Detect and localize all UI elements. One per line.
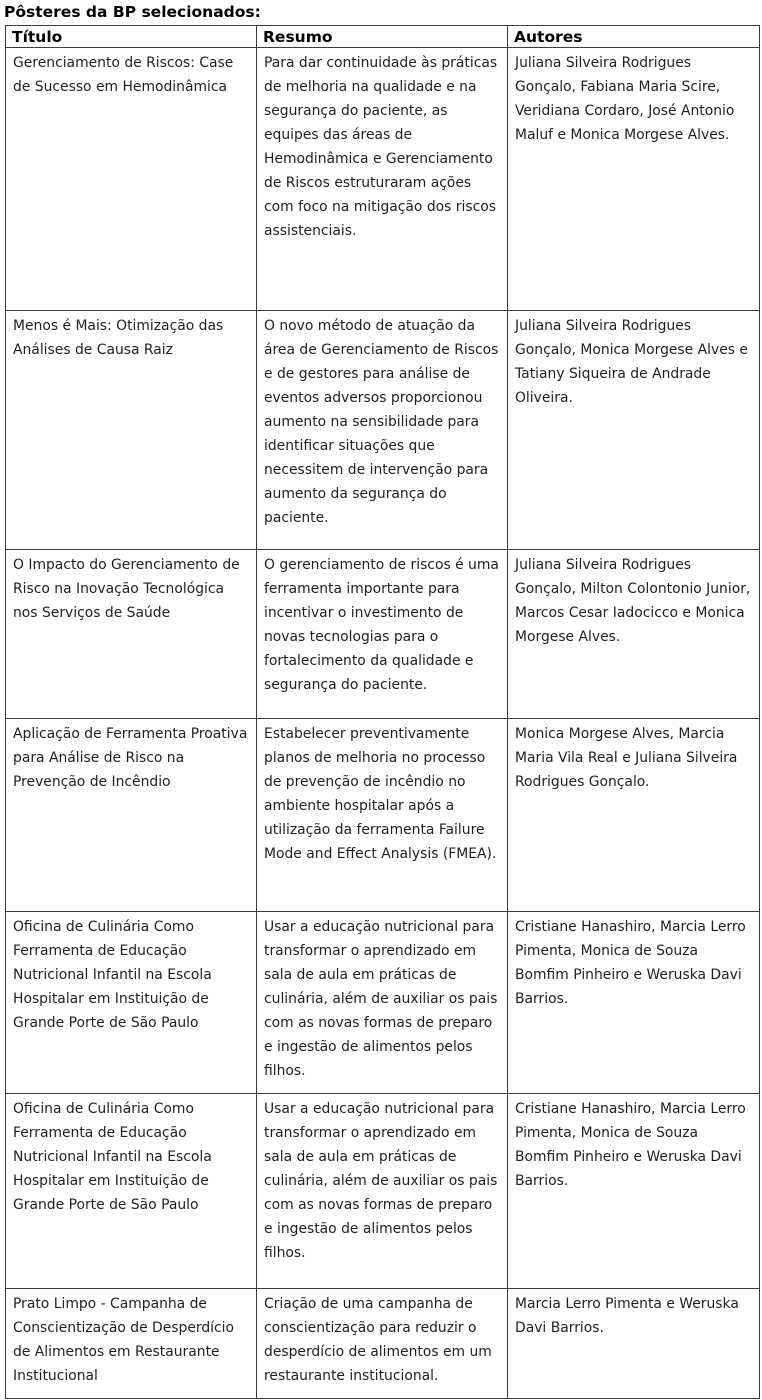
cell-summary: Usar a educação nutricional para transformar o aprendizado em sala de aula em práticas de culinária, além de auxiliar os pais com as novas formas de preparo e ingestão de alimentos pelos filhos. xyxy=(257,1094,508,1289)
table-row xyxy=(6,1094,760,1289)
cell-summary: Criação de uma campanha de conscientização para reduzir o desperdício de alimentos em um restaurante institucional. xyxy=(257,1289,508,1399)
cell-title: O Impacto do Gerenciamento de Risco na Inovação Tecnológica nos Serviços de Saúde xyxy=(6,550,257,719)
cell-authors: Marcia Lerro Pimenta e Weruska Davi Barrios. xyxy=(508,1289,760,1399)
cell-authors: Cristiane Hanashiro, Marcia Lerro Pimenta, Monica de Souza Bomfim Pinheiro e Weruska Davi Barrios. xyxy=(508,912,760,1094)
table-row xyxy=(6,719,760,912)
cell-summary: Estabelecer preventivamente planos de melhoria no processo de prevenção de incêndio no ambiente hospitalar após a utilização da ferramenta Failure Mode and Effect Analysis (FMEA). xyxy=(257,719,508,912)
table-header-row xyxy=(6,26,760,48)
posters-table xyxy=(5,25,760,1399)
cell-authors: Monica Morgese Alves, Marcia Maria Vila Real e Juliana Silveira Rodrigues Gonçalo. xyxy=(508,719,760,912)
column-header-authors: Autores xyxy=(508,26,760,48)
cell-authors: Cristiane Hanashiro, Marcia Lerro Pimenta, Monica de Souza Bomfim Pinheiro e Weruska Davi Barrios. xyxy=(508,1094,760,1289)
table-row xyxy=(6,311,760,550)
table-row xyxy=(6,550,760,719)
cell-authors: Juliana Silveira Rodrigues Gonçalo, Fabiana Maria Scire, Veridiana Cordaro, José Antonio Maluf e Monica Morgese Alves. xyxy=(508,48,760,311)
cell-title: Gerenciamento de Riscos: Case de Sucesso em Hemodinâmica xyxy=(6,48,257,311)
cell-authors: Juliana Silveira Rodrigues Gonçalo, Milton Colontonio Junior, Marcos Cesar Iadocicco e Monica Morgese Alves. xyxy=(508,550,760,719)
cell-title: Oficina de Culinária Como Ferramenta de Educação Nutricional Infantil na Escola Hospitalar em Instituição de Grande Porte de São Paulo xyxy=(6,1094,257,1289)
cell-title: Aplicação de Ferramenta Proativa para Análise de Risco na Prevenção de Incêndio xyxy=(6,719,257,912)
column-header-title: Título xyxy=(6,26,257,48)
cell-title: Oficina de Culinária Como Ferramenta de Educação Nutricional Infantil na Escola Hospitalar em Instituição de Grande Porte de São Paulo xyxy=(6,912,257,1094)
table-row xyxy=(6,1289,760,1399)
cell-summary: O novo método de atuação da área de Gerenciamento de Riscos e de gestores para análise de eventos adversos proporcionou aumento na sensibilidade para identificar situações que necessitem de intervenção para aumento da segurança do paciente. xyxy=(257,311,508,550)
table-row xyxy=(6,48,760,311)
cell-summary: Usar a educação nutricional para transformar o aprendizado em sala de aula em práticas de culinária, além de auxiliar os pais com as novas formas de preparo e ingestão de alimentos pelos filhos. xyxy=(257,912,508,1094)
table-row xyxy=(6,912,760,1094)
cell-summary: Para dar continuidade às práticas de melhoria na qualidade e na segurança do paciente, as equipes das áreas de Hemodinâmica e Gerenciamento de Riscos estruturaram ações com foco na mitigação dos riscos assistenciais. xyxy=(257,48,508,311)
page-heading: Pôsteres da BP selecionados: xyxy=(4,3,261,21)
cell-authors: Juliana Silveira Rodrigues Gonçalo, Monica Morgese Alves e Tatiany Siqueira de Andrade Oliveira. xyxy=(508,311,760,550)
cell-title: Prato Limpo - Campanha de Conscientização de Desperdício de Alimentos em Restaurante Institucional xyxy=(6,1289,257,1399)
cell-title: Menos é Mais: Otimização das Análises de Causa Raiz xyxy=(6,311,257,550)
cell-summary: O gerenciamento de riscos é uma ferramenta importante para incentivar o investimento de novas tecnologias para o fortalecimento da qualidade e segurança do paciente. xyxy=(257,550,508,719)
column-header-summary: Resumo xyxy=(257,26,508,48)
